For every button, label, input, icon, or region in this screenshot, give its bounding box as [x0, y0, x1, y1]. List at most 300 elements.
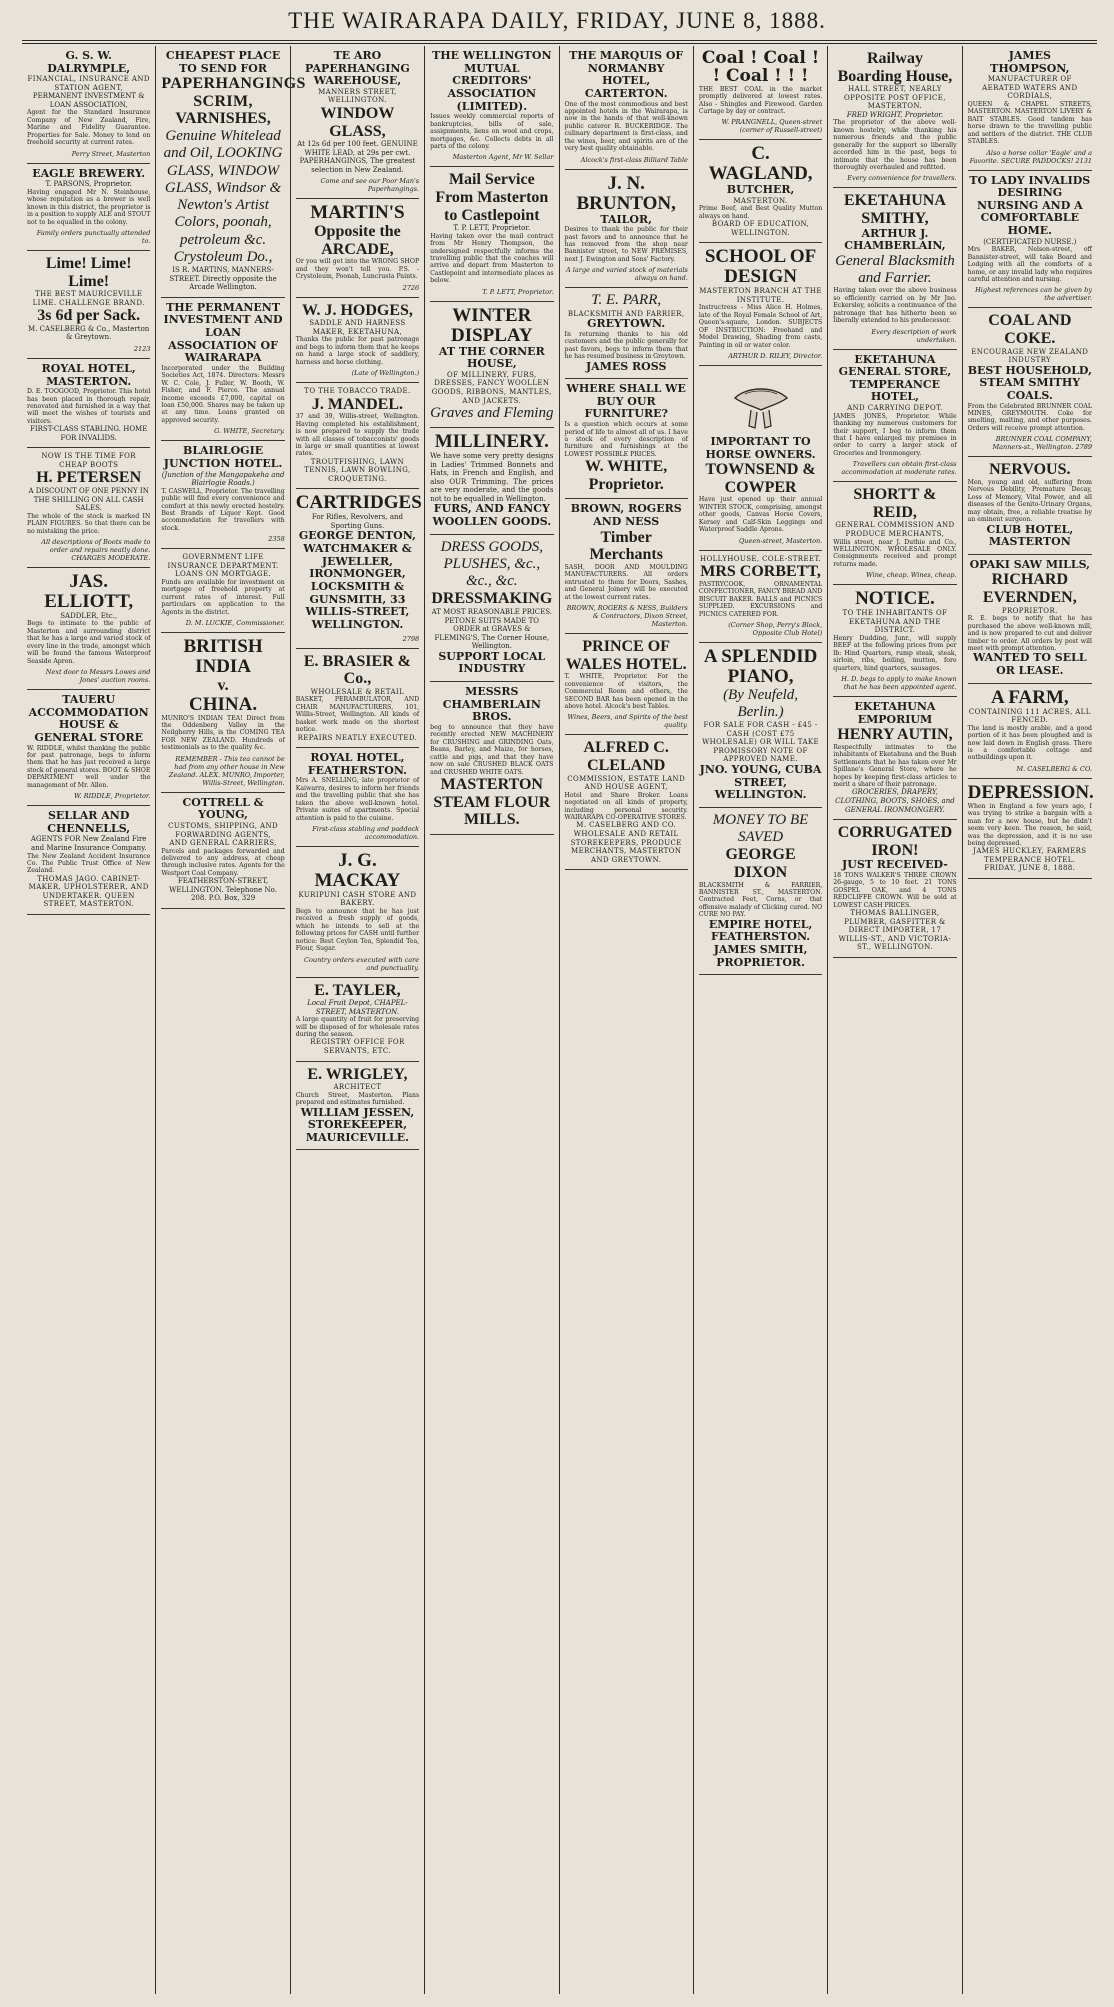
ad-signoff: WILLIAM JESSEN, STOREKEEPER, MAURICEVILLE.: [300, 1105, 415, 1144]
ad-heading: BROWN, ROGERS AND NESS: [570, 502, 682, 529]
ad-extra: PROPRIETOR.: [1001, 606, 1058, 615]
ad-signoff: Next door to Messrs Lowes and Jones' auction rooms.: [45, 667, 151, 684]
ad-winter-display: [430, 302, 553, 429]
ad-heading: E. WRIGLEY,: [307, 1065, 408, 1083]
ad-subheading: (Junction of the Mangapakeha and Blairlogie Roads.): [161, 470, 285, 488]
ad-signoff: BROWN, ROGERS & NESS, Builders & Contractors, Dixon Street, Masterton.: [566, 604, 688, 629]
ad-heading: JAS. ELLIOTT,: [44, 570, 134, 612]
ad-subheading: MANNERS STREET, WELLINGTON.: [318, 87, 397, 105]
ad-extra: AND GENERAL CARRIERS,: [169, 839, 277, 848]
ad-subheading: Timber Merchants: [589, 528, 663, 564]
ad-te-aro: [296, 46, 419, 199]
ad-body: R. E. begs to notify that he has purchased the above well-known mill, and is now prepared to cut and deliver timber to order. All orders by post will meet with prompt attention.: [967, 615, 1092, 652]
ad-heading: PRINCE OF WALES HOTEL.: [565, 638, 687, 673]
ad-heading: GOVERNMENT LIFE INSURANCE DEPARTMENT.: [167, 553, 279, 570]
ad-brown-rogers: [565, 499, 688, 634]
ad-body: THE BEST COAL in the market promptly delivered at lowest rates. Also - Shingles and Firewood. Garden Cartage by day or contract.: [698, 85, 823, 115]
ad-heading: J. G. MACKAY: [314, 849, 401, 891]
ad-subheading: Local Fruit Depot, CHAPEL-STREET, MASTERTON.: [307, 999, 408, 1016]
ad-subheading: AGENTS FOR New Zealand Fire and Marine Insurance Company.: [30, 835, 147, 852]
ad-opaki-mills: [968, 555, 1092, 684]
ad-extra: CHINA.: [189, 693, 258, 715]
ad-signoff: Every convenience for travellers.: [847, 174, 957, 183]
ad-subheading: ENCOURAGE NEW ZEALAND INDUSTRY: [971, 347, 1089, 365]
ad-dalrymple: [27, 46, 150, 164]
ad-extra: WINDOW GLASS,: [320, 104, 395, 140]
ad-subheading: MASTERTON BRANCH AT THE INSTITUTE.: [699, 287, 822, 304]
ad-body: PASTRYCOOK, ORNAMENTAL CONFECTIONER, FANCY BREAD AND BISCUIT BAKER. BALLS and PICNICS SUPPLIED. EXCURSIONS and PICNICS CATERED FOR.: [698, 580, 823, 618]
ad-heading: MESSRS CHAMBERLAIN BROS.: [442, 684, 541, 724]
ad-signoff: (Corner Shop, Perry's Block, Opposite Club Hotel): [728, 620, 823, 637]
ad-signoff: Also a horse collar 'Eagle' and a Favorite. SECURE PADDOCKS! 2131: [969, 148, 1092, 165]
ad-martins: [161, 46, 306, 298]
ad-signoff: JNO. YOUNG, CUBA STREET, WELLINGTON.: [699, 762, 822, 802]
ad-body: Respectfully intimates to the inhabitants of Eketahuna and the Bush Settlements that he has taken over Mr Spillane's General Store, where he hopes by keeping first-class articles to merit a share of their patronage.: [833, 743, 957, 789]
ad-signoff: THOMAS JAGO. CABINET-MAKER, UPHOLSTERER, AND UNDERTAKER. QUEEN STREET, MASTERTON.: [28, 874, 149, 909]
ad-heading: EAGLE BREWERY.: [32, 166, 146, 180]
ad-dixon: [699, 808, 822, 975]
ad-heading: W. J. HODGES,: [301, 301, 413, 319]
ad-heading: EKETAHUNA EMPORIUM: [854, 699, 936, 726]
ad-heading: TE ARO PAPERHANGING WAREHOUSE,: [305, 49, 410, 88]
ad-heading: DEPRESSION.: [967, 781, 1094, 803]
masthead: THE WAIRARAPA DAILY, FRIDAY, JUNE 8, 1888.: [288, 8, 826, 33]
ad-british-india: [161, 633, 284, 793]
ad-heading: THE PERMANENT INVESTMENT AND LOAN ASSOCIATION OF WAIRARAPA: [163, 300, 283, 365]
ad-blairlogie: [161, 441, 284, 549]
ad-heading: WHERE SHALL WE BUY OUR FURNITURE?: [566, 382, 686, 421]
ad-body: Willis street, near J. Duthie and Co., WELLINGTON. WHOLESALE ONLY. Consignments received and prompt returns made.: [833, 538, 957, 568]
ad-subheading: H. PETERSEN: [36, 469, 142, 487]
ad-permanent-investment: [161, 298, 284, 442]
ad-body: Having taken over the above business so efficiently carried on by Mr Jno. Eckersley, solicits a continuance of the patronage that has hitherto been so liberally extended to his predecessor.: [833, 287, 957, 325]
ad-signoff: Family orders punctually attended to.: [36, 228, 151, 245]
ad-signoff: ARTHUR D. RILEY, Director.: [728, 351, 823, 360]
ad-extra: FRED WRIGHT, Proprietor.: [846, 110, 944, 119]
ad-body: QUEEN & CHAPEL STREETS, MASTERTON. MASTERTON LIVERY & BAIT STABLES. Good tandem has horse drawn to the travelling public and settlers of the district. THE CLUB STABLES.: [967, 100, 1092, 146]
ad-heading: COTTRELL & YOUNG,: [182, 795, 264, 822]
ad-signoff: Queen-street, Masterton.: [738, 536, 823, 545]
ad-body: M. CASELBERG & Co., Masterton & Greytown.: [28, 324, 150, 342]
ad-heading: Lime! Lime! Lime!: [45, 254, 132, 290]
ad-heading: JAMES THOMPSON,: [990, 49, 1070, 75]
ad-marquis: [565, 46, 688, 170]
ad-wrigley: [296, 1062, 419, 1151]
ad-brasier: [296, 649, 419, 748]
ad-subheading: (By Neufeld, Berlin.): [723, 686, 799, 721]
ad-extra: 3s 6d per Sack.: [37, 307, 141, 325]
ad-body: A large quantity of fruit for preserving will be disposed of for wholesale rates during the season.: [295, 1016, 420, 1039]
ad-subheading: v.: [217, 676, 229, 694]
ad-subheading: MRS CORBETT,: [700, 563, 821, 581]
ad-subheading: KURIPUNI CASH STORE AND BAKERY.: [298, 890, 417, 908]
ad-government-life: [161, 549, 284, 633]
ad-signoff: TROUTFISHING, LAWN TENNIS, LAWN BOWLING, CROQUETING.: [304, 457, 411, 483]
ad-subheading: THE BEST MAURICEVILLE LIME. CHALLENGE BRAND.: [32, 290, 145, 307]
ad-heading: A FARM,: [990, 686, 1069, 708]
ad-petersen: [27, 448, 150, 568]
ad-subheading: MANUFACTURER OF AERATED WATERS AND CORDIALS,: [982, 75, 1078, 101]
ad-body: W. RIDDLE, whilst thanking the public for past patronage, begs to inform them that he has just received a large stock of general stores. BOOT & SHOE DEPARTMENT well under the management of Mr. Allen.: [27, 744, 151, 789]
ad-signoff: JAMES HUCKLEY, FARMERS TEMPERANCE HOTEL. FRIDAY, JUNE 8, 1888.: [973, 847, 1087, 873]
ad-signoff: REPAIRS NEATLY EXECUTED.: [297, 733, 418, 742]
ad-signoff: JAMES ROSS: [585, 359, 667, 373]
ad-eagle-brewery: [27, 164, 150, 251]
ad-body: T. CASWELL, Proprietor. The travelling public will find every convenience and comfort at this newly erected hostelry. Best Brands of Liquor Kept. Good accommodation for travellers with stock.: [161, 487, 285, 532]
ad-body: beg to announce that they have recently erected NEW MACHINERY for CRUSHING and GRINDING Oats, Beans, Barley, and Maize, for horses, cattle and pigs, and that they have now on sale CRUSHED BLACK OATS and CRUSHED WHITE OATS.: [430, 723, 554, 776]
ad-subheading: TO THE INHABITANTS OF EKETAHUNA AND THE DISTRICT.: [842, 609, 948, 635]
ad-heading: A SPLENDID PIANO,: [703, 645, 818, 687]
column-1: [22, 46, 156, 1994]
ad-heading: TO THE TOBACCO TRADE.: [304, 387, 411, 396]
ad-heading: E. TAYLER,: [314, 981, 401, 999]
ad-signoff: Country orders executed with care and punctuality.: [304, 955, 420, 972]
ad-subheading: HENRY AUTIN,: [837, 726, 953, 744]
ad-royal-featherston: [296, 748, 419, 847]
ad-heading: SCHOOL OF DESIGN: [704, 246, 817, 288]
ad-signoff: H. D. begs to apply to make known that he has been appointed agent.: [841, 674, 957, 691]
top-rule-double: [22, 43, 1097, 44]
ad-heading: T. E. PARR,: [591, 292, 662, 309]
ad-body: Desires to thank the public for their past favors and to announce that he has removed from the shop near Bannister street, to NEW PREMISES, next J. Ewington and Sons' Factory.: [564, 226, 688, 263]
ad-lady-invalids: [968, 171, 1092, 309]
ad-eketahuna-store: [833, 350, 956, 483]
ad-body: Church Street, Masterton. Plans prepared and estimates furnished.: [295, 1091, 420, 1107]
ad-subheading: COMMISSION, ESTATE LAND AND HOUSE AGENT,: [567, 774, 686, 792]
ad-body: JAMES JONES, Proprietor. While thanking my numerous customers for their support, I beg to inform them that I have enlarged my premises in order to carry a larger stock of Groceries and Ironmongery.: [833, 412, 957, 457]
ad-signoff: FIRST-CLASS STABLING. HOME FOR INVALIDS.: [30, 425, 148, 442]
ad-heading: OPAKI SAW MILLS,: [969, 557, 1091, 571]
ad-townsend-cowper: [699, 366, 822, 551]
ad-heading: NERVOUS.: [989, 461, 1071, 479]
ad-farm: [968, 684, 1092, 779]
ad-signoff: D. M. LUCKIE, Commissioner.: [185, 619, 285, 628]
ad-elliott: [27, 568, 150, 690]
ad-notice-eketahuna: [833, 585, 956, 697]
ad-eketahuna-smithy: [833, 188, 956, 349]
ad-body: Have just opened up their annual WINTER STOCK, comprising, amongst other goods, Canvas Horse Covers, Kersey and Calf-Skin Leggings and Waterproof Saddle Aprons.: [698, 496, 823, 534]
ad-body: SASH, DOOR AND MOULDING MANUFACTURERS. All orders entrusted to them for Doors, Sashes, and General Joinery will be executed at the lowest current rates.: [564, 563, 688, 601]
ad-heading: BRITISH INDIA: [183, 636, 263, 678]
ad-cleland: [565, 735, 688, 870]
ad-subheading: ARCHITECT: [333, 1083, 382, 1092]
ad-shortt-reid: [833, 482, 956, 585]
ad-subheading: FINANCIAL, INSURANCE AND STATION AGENT,: [27, 75, 150, 92]
ad-body: Agent for the Standard Insurance Company of New Zealand, Fire, Marine and Fidelity Guarantee. Properties for Sale. Money to lend on freehold security at current rates.: [27, 109, 151, 147]
column-7: [828, 46, 962, 1994]
ad-piano: [699, 643, 822, 808]
ad-thompson: [968, 46, 1092, 171]
ad-signoff: IS R. MARTINS, MANNERS-STREET. Directly opposite the Arcade Wellington.: [169, 266, 277, 292]
ad-subheading: J. MANDEL.: [311, 395, 403, 413]
ad-signoff: W. WHITE, Proprietor.: [585, 458, 668, 493]
ad-subheading: TOWNSEND & COWPER: [705, 461, 816, 496]
ad-mandel: [296, 383, 419, 489]
ad-subheading: T. PARSONS, Proprietor.: [45, 180, 132, 189]
columns: [22, 46, 1097, 1994]
ad-coal-coke: [968, 308, 1092, 457]
ad-subheading: TAILOR,: [600, 212, 652, 226]
saddle-illustration: [729, 376, 793, 434]
ad-body: Men, young and old, suffering from Nervous Debility, Premature Decay, Loss of Memory, Vital Power, and all diseases of the Genito-Urinary Organs, may obtain, free, a reliable treatise by an eminent surgeon.: [967, 478, 1092, 524]
column-6: [694, 46, 828, 1994]
ad-body: The land is mostly arable, and a good portion of it has been ploughed and is now laid down in English grass. There is a comfortable cottage and outbuildings upon it.: [967, 724, 1092, 762]
ad-subheading: HALL STREET, NEARLY OPPOSITE POST OFFICE, MASTERTON.: [843, 85, 946, 111]
ad-mackay: [296, 847, 419, 978]
ad-subheading: BLACKSMITH AND FARRIER,: [567, 309, 685, 318]
ad-signoff: CLUB HOTEL, MASTERTON: [986, 522, 1074, 549]
ad-signoff: WANTED TO SELL OR LEASE.: [973, 651, 1087, 678]
ad-heading: CHEAPEST PLACE TO SEND FOR: [165, 49, 281, 75]
ad-body: At 12s 6d per 100 feet. GENUINE WHITE LEAD, at 29s per cwt. PAPERHANGINGS, The greatest selection in New Zealand.: [297, 140, 418, 174]
ad-heading: IMPORTANT TO HORSE OWNERS.: [705, 434, 816, 461]
ad-extra: A DISCOUNT OF ONE PENNY IN THE SHILLING ON ALL CASH SALES.: [28, 487, 149, 513]
ad-signoff: Travellers can obtain first-class accommodation at moderate rates.: [841, 460, 957, 477]
ad-signoff: G. WHITE, Secretary.: [214, 427, 285, 436]
ad-signoff: Wines, Beers, and Spirits of the best quality.: [567, 713, 688, 730]
ad-extra: VARNISHES,: [175, 110, 271, 128]
ad-body: Begs to intimate to the public of Masterton and surrounding district that he has a large and varied stock of every line in the trade, amongst which will be found the famous Waterproof Seaside Apron.: [27, 620, 151, 665]
ad-corbett: [699, 551, 822, 643]
ad-heading: MONEY TO BE SAVED: [712, 811, 809, 846]
ad-extra: BEST HOUSEHOLD, STEAM SMITHY COALS.: [967, 363, 1092, 402]
ad-body: Funds are available for investment on mortgage of freehold property at current rates of interest. Full particulars on application to the Agents in the district.: [161, 578, 285, 616]
saddle-icon: [729, 376, 793, 434]
ad-heading: EKETAHUNA GENERAL STORE, TEMPERANCE HOTEL,: [838, 352, 952, 404]
ad-body: FOR SALE FOR CASH - £45 - CASH (COST £75 WHOLESALE) OR WILL TAKE PROMISSORY NOTE OF APPROVED NAME.: [702, 721, 820, 764]
ad-subheading: AND CARRYING DEPOT.: [847, 404, 943, 413]
ad-subheading: SADDLER, Etc.,: [60, 611, 118, 620]
ad-signoff: 2798: [402, 634, 420, 643]
ad-subheading: WHOLESALE & RETAIL: [310, 687, 405, 696]
ad-royal-hotel: [27, 359, 150, 449]
ad-depression: [968, 779, 1092, 879]
ad-body: When in England a few years ago, I was trying to strike a bargain with a man for a new house, but he didn't seem very keen. The reason, he said, was the depression, and it is no use being depressed.: [967, 802, 1092, 847]
ad-heading: DRESS GOODS, PLUSHES, &c., &c., &c.: [440, 538, 544, 590]
ad-signoff: Perry Street, Masterton: [71, 149, 151, 158]
column-3: [291, 46, 425, 1994]
ad-signoff: Graves and Fleming: [430, 405, 554, 422]
ad-subheading: T. P. LETT, Proprietor.: [453, 224, 531, 233]
ad-subheading: DRESSMAKING: [431, 590, 553, 608]
ad-subheading: BUTCHER,: [726, 183, 795, 197]
ad-signoff: FEATHERSTON-STREET, WELLINGTON. Telephone No. 208. P.O. Box, 329: [169, 877, 277, 903]
ad-subheading: SADDLE AND HARNESS MAKER, EKETAHUNA,: [309, 319, 406, 336]
ad-furniture: [565, 379, 688, 499]
ad-tayler: [296, 978, 419, 1062]
ad-heading: NOTICE.: [855, 588, 935, 610]
ad-body: Issues weekly commercial reports of bankruptcies, bills of sale, assignments, liens on wool and crops, mortgages, &c. Collects debts in all parts of the colony.: [430, 113, 554, 150]
ad-heading: MILLINERY.: [434, 431, 549, 453]
ad-heading: C. WAGLAND,: [708, 143, 813, 185]
ad-body: One of the most commodious and best appointed hotels in the Wairarapa, is now in the hands of that well-known public caterer R. BUCKERIDGE. The culinary department is first-class, and the wines, beer, and spirits are of the very best quality obtainable.: [564, 100, 688, 153]
column-4: [425, 46, 559, 1994]
ad-heading: HOLLYHOUSE, COLE-STREET.: [699, 554, 822, 563]
ad-coal: [699, 46, 822, 140]
ad-parr: [565, 288, 688, 379]
ad-signoff: SUPPORT LOCAL INDUSTRY: [438, 649, 546, 676]
ad-mail-service: [430, 167, 553, 301]
ad-heading: Mail Service From Masterton to Castlepoint: [435, 171, 549, 224]
ad-extra: General Blacksmith and Farrier.: [835, 252, 955, 287]
ad-body: The New Zealand Accident Insurance Co. The Public Trust Office of New Zealand.: [27, 852, 151, 875]
ad-subheading: JUST RECEIVED-: [842, 858, 948, 872]
ad-body: Hotel and Share Broker. Loans negotiated on all kinds of property, including personal security. WAIRARAPA CO-OPERATIVE STORES.: [564, 791, 688, 822]
ad-signoff: Every description of work undertaken.: [871, 327, 957, 344]
ad-heading: SELLAR AND CHENNELLS,: [47, 809, 131, 835]
ad-taueru: [27, 690, 150, 806]
ad-body: GEORGE DENTON, WATCHMAKER & JEWELLER, IRONMONGER, LOCKSMITH & GUNSMITH, 33 WILLIS-STREET, WELLINGTON.: [298, 529, 416, 631]
column-2: [156, 46, 306, 1994]
ad-signoff: Wine, cheap. Wines, cheap.: [866, 571, 957, 580]
ad-heading: ROYAL HOTEL, FEATHERSTON.: [307, 751, 407, 777]
ad-subheading: LOANS ON MORTGAGE.: [174, 570, 272, 579]
ad-signoff: REGISTRY OFFICE FOR SERVANTS, ETC.: [310, 1038, 405, 1056]
ad-body: We have some very pretty designs in Ladies' Trimmed Bonnets and Hats, in French and English, and also OUR Trimming. The prices are very moderate, and the goods not to be equalled in Wellington.: [430, 452, 554, 503]
ad-heading: G. S. W. DALRYMPLE,: [47, 49, 131, 75]
ad-wagland: [699, 140, 822, 243]
ad-brunton: [565, 170, 688, 289]
ad-cottrell-young: [161, 793, 284, 909]
ad-heading: Railway Boarding House,: [837, 50, 953, 85]
ad-heading: TO LADY INVALIDS DESIRING NURSING AND A COMFORTABLE HOME.: [969, 173, 1091, 238]
ad-subheading: ARTHUR J. CHAMBERLAIN,: [844, 226, 946, 253]
ad-corrugated-iron: [833, 820, 956, 958]
ad-heading: CARTRIDGES: [295, 492, 422, 514]
ad-subheading: For Rifles, Revolvers, and Sporting Guns.: [311, 513, 403, 530]
ad-signoff: W. PRANGNELL, Queen-street (corner of Russell-street): [721, 118, 823, 135]
ad-body: Having taken over the mail contract from Mr Henry Thompson, the undersigned respectfully informs the travelling public that the coaches will arrive and depart from Masterton to Castlepoint and intermediate places as below.: [430, 232, 554, 285]
ad-subheading: GEORGE DIXON: [725, 846, 796, 881]
ad-school-of-design: [699, 243, 822, 366]
ad-signoff: Alcock's first-class Billiard Table: [580, 155, 688, 164]
ad-body: Prime Beef, and Best Quality Mutton always on hand.: [698, 205, 823, 220]
ad-signoff: T. P. LETT, Proprietor.: [482, 287, 554, 296]
ad-heading: TAUERU ACCOMMODATION HOUSE & GENERAL STORE: [28, 692, 149, 744]
ad-body: The proprietor of the above well-known hostelry, while thanking his numerous friends and the public generally for the support so liberally accorded him in the past, begs to intimate that the house has been thoroughly overhauled and refitted.: [833, 119, 957, 171]
ad-subheading: PAPERHANGINGS SCRIM,: [161, 75, 306, 110]
ad-extra: PERMANENT INVESTMENT & LOAN ASSOCIATION,: [32, 92, 145, 109]
ad-heading: ALFRED C. CLELAND: [583, 739, 669, 775]
ad-creditors: [430, 46, 553, 167]
ad-body: 18 TONS WALKER'S THREE CROWN 26-gauge, 5 to 10 feet. 21 TONS GOSPEL OAK, and 4 TONS REDCLIFFE CROWN. Will be sold at LOWEST CASH PRICES.: [833, 871, 957, 909]
ad-signoff: 2358: [268, 535, 285, 544]
ad-signoff: MASTERTON STEAM FLOUR MILLS.: [433, 775, 551, 829]
ad-heading: MARTIN'S: [310, 202, 405, 224]
ad-signoff: 2726: [402, 283, 420, 292]
ad-heading: NOW IS THE TIME FOR CHEAP BOOTS: [41, 452, 136, 469]
ad-body: D. E. TOOGOOD, Proprietor. This hotel has been placed in thorough repair, renovated and furnished in a way that will meet the wishes of tourists and visitors.: [27, 388, 151, 425]
ad-body: Is a question which occurs at some period of life to almost all of us. I have a stock of every description of furniture and furnishings at the LOWEST POSSIBLE PRICES.: [564, 421, 688, 458]
ad-body: AT MOST REASONABLE PRICES. PETONE SUITS MADE TO ORDER at GRAVES & FLEMING'S, The Corner House, Wellington.: [431, 608, 553, 651]
ad-signoff: GROCERIES, DRAPERY, CLOTHING, BOOTS, SHOES, and GENERAL IRONMONGERY.: [835, 788, 955, 814]
ad-heading: SHORTT & REID,: [853, 486, 937, 521]
ad-subheading: GENERAL COMMISSION AND PRODUCE MERCHANTS,: [835, 521, 955, 538]
ad-body: 37 and 39, Willis-street, Wellington. Having completed his establishment, is now prepared to supply the trade with all classes of tobacconists' goods in large or small quantities at lowest rates.: [295, 413, 420, 458]
column-5: [560, 46, 694, 1994]
ad-signoff: EMPIRE HOTEL, FEATHERSTON. JAMES SMITH, PROPRIETOR.: [708, 917, 813, 969]
ad-subheading: AT THE CORNER HOUSE,: [438, 344, 545, 371]
ad-signoff: REMEMBER - This tea cannot be had from any other house in New Zealand. ALEX. MUNRO, Importer, Willis-Street, Wellington.: [168, 754, 285, 787]
ad-dress-goods: [430, 535, 553, 682]
ad-body: Incorporated under the Building Societies Act, 1874. Directors: Messrs W. C. Cole, J. Fuller, W. Booth, W. Fisher, and F. Pierce. The annual income exceeds £7,000, capital on loan £50,000. Shares may be taken up at any time. Loans granted on approved security.: [161, 364, 285, 424]
ad-signoff: M. CASELBERG & CO.: [1016, 764, 1092, 773]
ad-lime: [27, 251, 150, 359]
ad-signoff: Come and see our Poor Man's Paperhangings.: [320, 177, 420, 194]
ad-body: Instructress - Miss Alice H. Holmes, late of the Royal Female School of Art, Queen's-square, London. SUBJECTS OF INSTRUCTION: Freehand and Model Drawing, Shading from casts, Painting in oil or water color.: [698, 304, 823, 349]
ad-signoff: Masterton Agent, Mr W. Sellar: [452, 153, 554, 162]
ad-signoff: All descriptions of Boots made to order and repairs neatly done. CHARGES MODERATE.: [41, 537, 151, 562]
ad-body: Parcels and packages forwarded and delivered to any address, at cheap through inclusive rates. Agents for the Westport Coal Company.: [161, 847, 285, 877]
ad-eketahuna-emporium: [833, 697, 956, 820]
ad-body: Mrs BAKER, Nelson-street, off Bannister-street, will take Board and Lodging with all the comforts of a home, or any invalid lady who requires careful attention and nursing.: [967, 246, 1092, 283]
ad-signoff: W. RIDDLE, Proprietor.: [74, 792, 151, 801]
ad-heading: Coal ! Coal ! ! Coal ! ! !: [701, 48, 820, 86]
ad-heading: COAL AND COKE.: [988, 312, 1072, 348]
ad-heading: J. N. BRUNTON,: [576, 172, 676, 214]
ad-signoff: 2123: [133, 344, 151, 353]
ad-body: BASKET, PERAMBULATOR, AND CHAIR MANUFACTURERS, 101, Willis-Street, Wellington. All kinds of basket work made on the shortest notice.: [295, 696, 420, 734]
ad-body: OF MILLINERY, FURS, DRESSES, FANCY WOOLLEN GOODS, RIBBONS, MANTLES, AND JACKETS.: [431, 370, 552, 405]
ad-signoff: M. CASELBERG AND CO. WHOLESALE AND RETAIL STOREKEEPERS, PRODUCE MERCHANTS, MASTERTON AND GREYTOWN.: [570, 821, 682, 864]
ad-body: In returning thanks to his old customers and the public generally for past favors, begs to inform them that he has resumed business in Greytown.: [564, 330, 688, 361]
ad-body: Or you will get into the WRONG SHOP and they won't tell you. P.S. - Crystoleum, Poonah, Luncrusta Paints.: [295, 258, 420, 281]
ad-prince-of-wales: [565, 634, 688, 735]
ad-heading: THE WELLINGTON MUTUAL CREDITORS' ASSOCIATION (LIMITED).: [432, 49, 552, 113]
ad-heading: E. BRASIER & Co.,: [303, 652, 411, 688]
ad-body: BLACKSMITH & FARRIER, BANNISTER ST., MASTERTON. Contracted Feet, Corns, or that offensive malady of Clicking cured. NO CURE NO PAY.: [698, 881, 823, 919]
ad-nervous: [968, 457, 1092, 555]
ad-sellar: [27, 806, 150, 915]
ad-signoff: (Late of Wellington.): [351, 369, 420, 378]
ad-signoff: BRUNNER COAL COMPANY, Manners-st., Wellington. 2789: [992, 435, 1092, 452]
column-8: [963, 46, 1097, 1994]
ad-signoff: THOMAS BALLINGER, PLUMBER, GASFITTER & DIRECT IMPORTER, 17 WILLIS-ST., AND VICTORIA-ST., WELLINGTON.: [838, 909, 952, 952]
ad-heading: ROYAL HOTEL, MASTERTON.: [41, 361, 136, 388]
ad-body: T. WHITE, Proprietor. For the convenience of visitors, the Commercial Room and others, the SECOND BAR has been opened in the above hotel. Alcock's best Tables.: [564, 673, 688, 711]
ad-body: Thanks the public for past patronage and begs to inform them that he keeps on hand a large stock of saddlery, harness and horse clothing.: [295, 336, 420, 366]
ad-body: MUNRO'S INDIAN TEA! Direct from the Oddenberg Valley in the Neilgherry Hills, is the COMING TEA FOR NEW ZEALAND. Hundreds of testimonials as to the quality &c.: [161, 714, 285, 752]
ad-extra: GREYTOWN.: [587, 317, 666, 331]
ad-body: Having engaged Mr N. Steinhouse, whose reputation as a brewer is well known in this district, the proprietor is in a position to supply ALE and STOUT not to be equalled in the colony.: [27, 188, 151, 226]
ad-heading: WINTER DISPLAY: [450, 304, 533, 346]
ad-body: The whole of the stock is marked IN PLAIN FIGURES. So that there can be no mistaking the price.: [27, 512, 151, 535]
top-rule: [22, 40, 1097, 41]
ad-body: From the Celebrated BRUNNER COAL MINES, GREYMOUTH. Coke for smelting, malting, and other purposes. Orders will receive prompt attention.: [967, 402, 1092, 432]
ad-signoff: A large and varied stock of materials always on hand.: [566, 266, 688, 283]
ad-signoff: Highest references can be given by the advertiser.: [975, 286, 1092, 303]
ad-heading: THE MARQUIS OF NORMANBY HOTEL, CARTERTON.: [569, 49, 684, 100]
ad-signoff: BOARD OF EDUCATION, WELLINGTON.: [711, 220, 810, 237]
ad-body: Henry Dudding, Junr., will supply BEEF at the following prices from per lb: Hind Quarters, rump steak, steak, sirloin, ribs, boiling, mutton, fore quarters, hind quarters, sausages.: [833, 634, 957, 672]
ad-heading: BLAIRLOGIE JUNCTION HOTEL.: [163, 444, 283, 470]
ad-heading: EKETAHUNA SMITHY,: [843, 192, 946, 227]
ad-subheading: RICHARD EVERNDEN,: [982, 571, 1077, 607]
ad-body: Begs to announce that he has just received a fresh supply of goods, which he intends to sell at the following prices for CASH until further notice: Best Ceylon Tea, Splendid Tea, Flour, Sugar.: [295, 907, 420, 953]
ad-body: Mrs A. SNELLING, late proprietor of Kaiwarra, desires to inform her friends and the travelling public that she has taken the above well-known hotel. Private suites of apartments. Special attention is paid to the cuisine.: [295, 777, 420, 822]
ad-signoff: FURS, AND FANCY WOOLLEN GOODS.: [432, 502, 552, 529]
ad-subheading: CUSTOMS, SHIPPING, AND FORWARDING AGENTS,: [168, 821, 279, 839]
ad-subheading: CONTAINING 111 ACRES, ALL FENCED.: [968, 707, 1091, 725]
ad-denton: [295, 489, 422, 648]
ad-body: Genuine Whitelead and Oil, LOOKING GLASS, WINDOW GLASS, Windsor & Newton's Artist Colors, poonah, petroleum &c. Crystoleum Do.,: [163, 128, 283, 265]
ad-extra: MASTERTON.: [733, 196, 788, 205]
ad-millinery: [430, 428, 553, 534]
ad-heading: CORRUGATED IRON!: [837, 824, 953, 859]
ad-railway-boarding: [833, 46, 956, 188]
ad-chamberlain: [430, 682, 553, 835]
ad-martins-arcade: [296, 199, 419, 297]
